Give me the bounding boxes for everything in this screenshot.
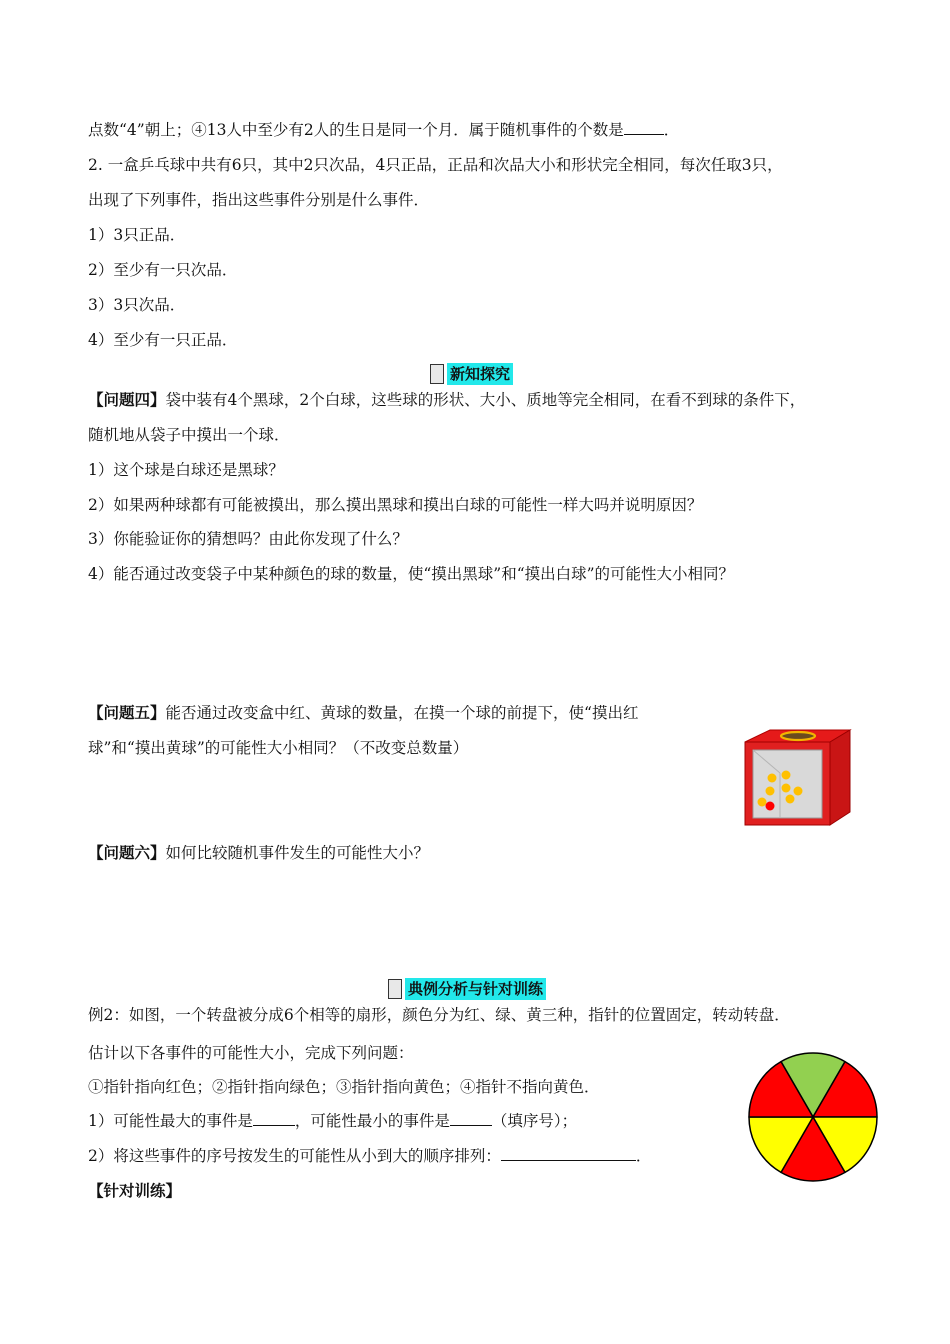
answer-blank-smallest[interactable] — [450, 1111, 492, 1126]
yellow-ball — [758, 798, 767, 807]
box-side-face — [830, 730, 850, 825]
yellow-ball — [794, 787, 803, 796]
heading-box-icon — [388, 979, 402, 999]
red-ball — [766, 802, 775, 811]
answer-blank-order[interactable] — [501, 1146, 636, 1161]
ex2-q2-text-a: 2）将这些事件的序号按发生的可能性从小到大的顺序排列： — [88, 1147, 501, 1165]
q5-tag: 【问题五】 — [88, 703, 166, 722]
problem-2-item-1: 1）3只正品． — [88, 226, 186, 244]
problem-2-item-3: 3）3只次品． — [88, 296, 186, 314]
ex2-q1-text-b: ，可能性最小的事件是 — [294, 1112, 450, 1130]
section-heading-examples — [388, 978, 546, 1000]
problem-2-item-2: 2）至少有一只次品． — [88, 261, 238, 279]
q4-line-2: 随机地从袋子中摸出一个球． — [88, 426, 290, 444]
yellow-ball — [768, 774, 777, 783]
ex2-question-2 — [88, 1146, 651, 1166]
yellow-ball — [766, 787, 775, 796]
section-heading-new-knowledge — [430, 363, 513, 385]
q4-line-1 — [88, 390, 805, 410]
answer-blank-1[interactable] — [624, 120, 664, 135]
ex2-q1-text-a: 1）可能性最大的事件是 — [88, 1112, 253, 1130]
training-heading: 【针对训练】 — [88, 1181, 182, 1200]
q4-sub-4: 4）能否通过改变袋子中某种颜色的球的数量，使“摸出黑球”和“摸出白球”的可能性大小相同？ — [88, 565, 735, 583]
line-1-text: 点数“4”朝上；④13人中至少有2人的生日是同一个月．属于随机事件的个数是 — [88, 121, 624, 139]
q4-sub-1: 1）这个球是白球还是黑球？ — [88, 461, 284, 479]
problem-2-line-1: 2. 一盒乒乓球中共有6只，其中2只次品，4只正品，正品和次品大小和形状完全相同，每次任取3只， — [88, 156, 783, 174]
ex2-q1-text-c: （填序号）； — [491, 1112, 578, 1130]
yellow-ball — [786, 795, 795, 804]
q5-line-1 — [88, 703, 638, 723]
q6-text-1: 如何比较随机事件发生的可能性大小？ — [165, 844, 430, 862]
line-1-end: ． — [663, 121, 680, 139]
q4-tag: 【问题四】 — [88, 390, 166, 409]
text-line-1 — [88, 120, 679, 140]
yellow-ball — [782, 784, 791, 793]
heading-box-icon — [430, 364, 444, 384]
ex2-q2-text-b: ． — [635, 1147, 652, 1165]
q5-line-2: 球”和“摸出黄球”的可能性大小相同？（不改变总数量） — [88, 739, 469, 757]
q4-text-1: 袋中装有4个黑球，2个白球，这些球的形状、大小、质地等完全相同，在看不到球的条件下， — [165, 391, 806, 409]
ex2-line-1: 例2：如图，一个转盘被分成6个相等的扇形，颜色分为红、绿、黄三种，指针的位置固定，转动转盘． — [88, 1006, 790, 1024]
q6-line-1 — [88, 843, 429, 863]
q6-tag: 【问题六】 — [88, 843, 166, 862]
yellow-ball — [782, 771, 791, 780]
q4-sub-3: 3）你能验证你的猜想吗？由此你发现了什么？ — [88, 530, 408, 548]
ball-box-illustration — [740, 728, 855, 830]
section-title: 新知探究 — [447, 363, 513, 385]
problem-2-line-2: 出现了下列事件，指出这些事件分别是什么事件． — [88, 191, 430, 209]
box-top-hole — [781, 732, 815, 740]
ex2-line-3: ①指针指向红色；②指针指向绿色；③指针指向黄色；④指针不指向黄色． — [88, 1078, 600, 1096]
q4-sub-2: 2）如果两种球都有可能被摸出，那么摸出黑球和摸出白球的可能性一样大吗并说明原因？ — [88, 496, 703, 514]
spinner-wheel — [748, 1052, 878, 1182]
answer-blank-largest[interactable] — [253, 1111, 295, 1126]
problem-2-item-4: 4）至少有一只正品． — [88, 331, 238, 349]
section-title: 典例分析与针对训练 — [405, 978, 546, 1000]
ex2-line-2: 估计以下各事件的可能性大小，完成下列问题： — [88, 1044, 414, 1062]
q5-text-1: 能否通过改变盒中红、黄球的数量，在摸一个球的前提下，使“摸出红 — [165, 704, 639, 722]
ex2-question-1 — [88, 1111, 577, 1131]
